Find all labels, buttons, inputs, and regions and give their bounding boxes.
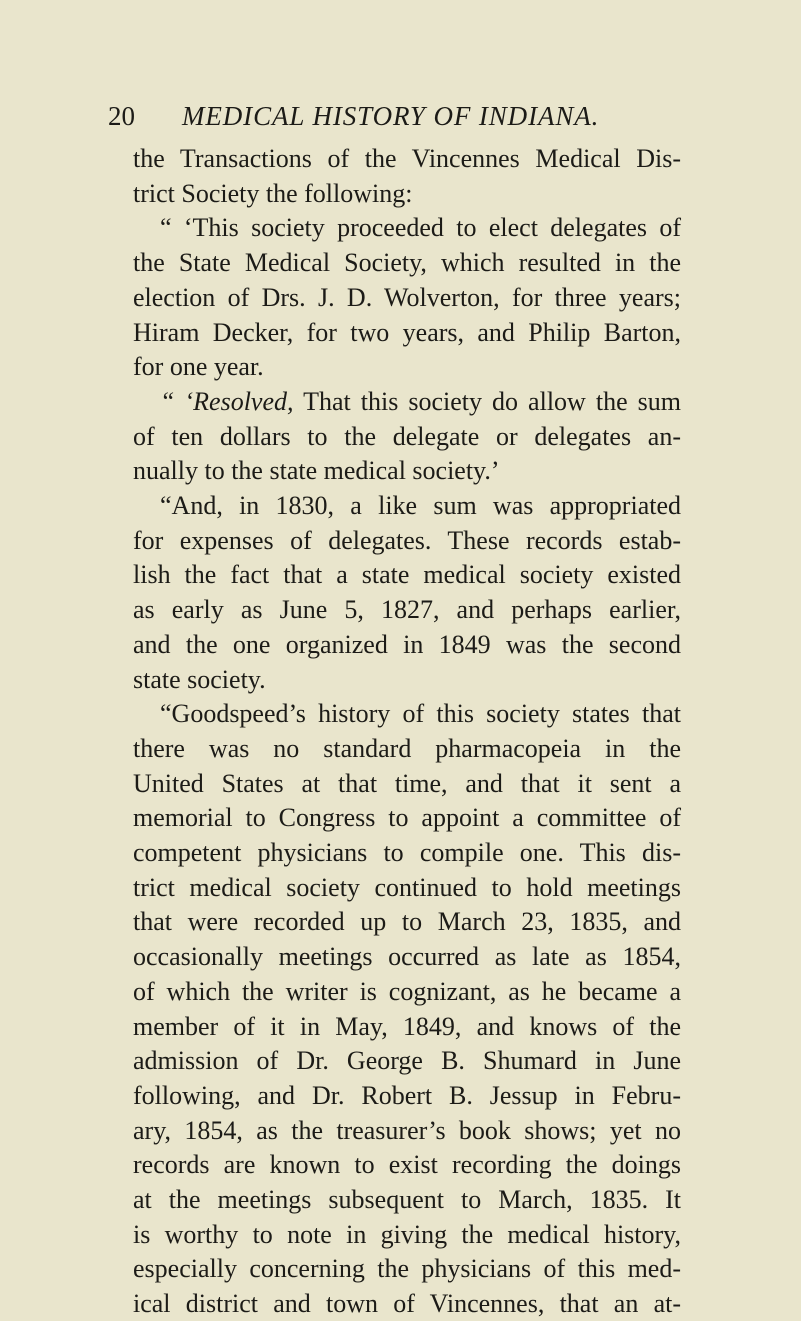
line-text: of ten dollars to the delegate or delegates an- bbox=[133, 421, 681, 451]
line-text: for one year. bbox=[133, 352, 264, 382]
line-text: and the one organized in 1849 was the second bbox=[133, 629, 681, 659]
text-line bbox=[133, 836, 681, 870]
line-text: the Transactions of the Vincennes Medical Dis- bbox=[133, 144, 681, 173]
line-text: “ ‘This society proceeded to elect delegates of bbox=[160, 213, 681, 243]
text-line bbox=[133, 281, 681, 315]
text-line bbox=[133, 940, 681, 974]
line-text: occasionally meetings occurred as late as 1854, bbox=[133, 942, 681, 972]
line-text: state society. bbox=[133, 664, 266, 694]
text-line bbox=[160, 385, 681, 419]
line-text: records are known to exist recording the doings bbox=[133, 1150, 681, 1180]
text-line bbox=[133, 524, 681, 558]
line-text: of which the writer is cognizant, as he became a bbox=[133, 976, 681, 1006]
running-title: MEDICAL HISTORY OF INDIANA. bbox=[182, 101, 600, 131]
text-line bbox=[160, 697, 681, 731]
line-text: there was no standard pharmacopeia in the bbox=[133, 733, 681, 763]
text-line bbox=[133, 905, 681, 939]
text-line bbox=[133, 350, 681, 384]
line-text: competent physicians to compile one. This dis- bbox=[133, 838, 681, 867]
line-text: member of it in May, 1849, and knows of the bbox=[133, 1011, 681, 1041]
line-text: the State Medical Society, which resulted in the bbox=[133, 248, 681, 278]
line-text: “And, in 1830, a like sum was appropriated bbox=[160, 491, 681, 520]
line-text: United States at that time, and that it sent a bbox=[133, 768, 681, 798]
text-line bbox=[133, 1183, 681, 1217]
line-text: lish the fact that a state medical society existed bbox=[133, 560, 681, 590]
text-line bbox=[133, 628, 681, 662]
text-line bbox=[133, 767, 681, 801]
line-text: ical district and town of Vincennes, that an at- bbox=[133, 1289, 681, 1319]
text-line bbox=[133, 558, 681, 592]
line-text: admission of Dr. George B. Shumard in June bbox=[133, 1046, 681, 1076]
text-line bbox=[133, 975, 681, 1009]
page-number: 20 bbox=[108, 101, 135, 131]
text-line bbox=[133, 1114, 681, 1148]
text-line bbox=[133, 1044, 681, 1078]
line-text: following, and Dr. Robert B. Jessup in Febru- bbox=[133, 1080, 681, 1110]
text-line bbox=[160, 211, 681, 245]
line-text: is worthy to note in giving the medical history, bbox=[133, 1219, 681, 1249]
line-text: especially concerning the physicians of this med- bbox=[133, 1254, 681, 1284]
line-text: ary, 1854, as the treasurer’s book shows; yet no bbox=[133, 1115, 681, 1145]
text-line bbox=[133, 1252, 681, 1286]
line-text: “Goodspeed’s history of this society states that bbox=[160, 699, 681, 729]
text-line bbox=[133, 663, 681, 697]
text-line bbox=[133, 420, 681, 454]
text-line bbox=[133, 177, 681, 211]
text-line bbox=[133, 732, 681, 766]
line-text: at the meetings subsequent to March, 1835. It bbox=[133, 1185, 681, 1214]
line-text: nually to the state medical society.’ bbox=[133, 456, 500, 486]
text-line bbox=[133, 1218, 681, 1252]
text-line bbox=[133, 1287, 681, 1321]
line-text: trict Society the following: bbox=[133, 178, 413, 208]
line-text: election of Drs. J. D. Wolverton, for three years; bbox=[133, 282, 681, 312]
text-line bbox=[160, 489, 681, 523]
text-line bbox=[133, 454, 681, 488]
text-line bbox=[133, 1010, 681, 1044]
line-text: That this society do allow the sum bbox=[293, 386, 681, 416]
text-line bbox=[133, 246, 681, 280]
text-line bbox=[133, 1079, 681, 1113]
running-head bbox=[108, 96, 628, 136]
text-line bbox=[133, 316, 681, 350]
line-text: for expenses of delegates. These records estab- bbox=[133, 525, 681, 555]
italic-run: “ ‘Resolved, bbox=[160, 386, 294, 416]
line-text: that were recorded up to March 23, 1835, and bbox=[133, 907, 681, 937]
text-line bbox=[133, 142, 681, 176]
text-line bbox=[133, 1148, 681, 1182]
text-line bbox=[133, 593, 681, 627]
text-line bbox=[133, 871, 681, 905]
line-text: trict medical society continued to hold meetings bbox=[133, 872, 681, 902]
text-line bbox=[133, 801, 681, 835]
line-text: as early as June 5, 1827, and perhaps earlier, bbox=[133, 595, 681, 625]
line-text: memorial to Congress to appoint a committee of bbox=[133, 803, 681, 833]
line-text: Hiram Decker, for two years, and Philip Barton, bbox=[133, 317, 681, 347]
